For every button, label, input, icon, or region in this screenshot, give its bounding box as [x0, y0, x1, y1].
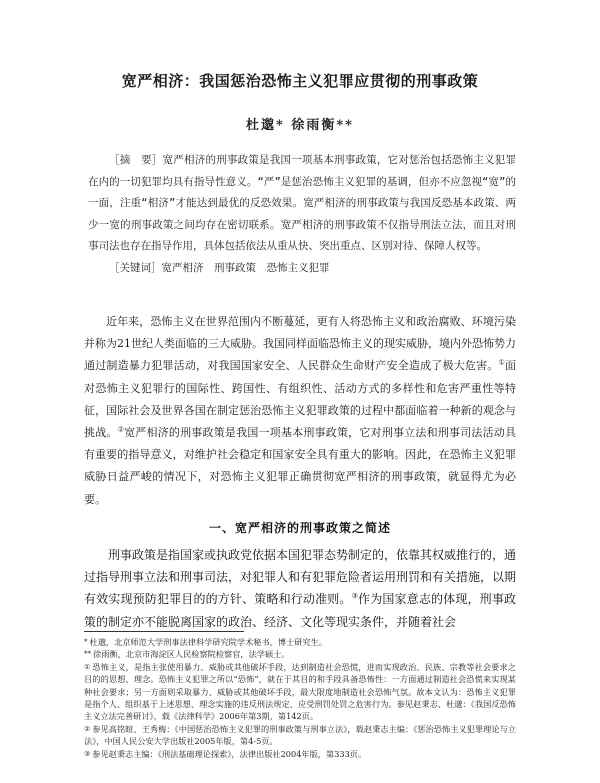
keywords-text: 宽严相济 刑事政策 恐怖主义犯罪	[161, 261, 330, 274]
footnote-text: 参见赵秉志主编：《刑法基础理论探索》，法律出版社2004年版，第333页。	[92, 748, 367, 759]
footnote-item	[84, 636, 516, 648]
footnote-item	[84, 748, 516, 760]
footnote-ref-1[interactable]: ①	[498, 358, 505, 367]
footnote-item	[84, 648, 516, 660]
abstract-block	[88, 150, 516, 279]
section-1-heading: 一、宽严相济的刑事政策之简述	[208, 521, 391, 535]
intro-text-b: 面对恐怖主义犯罪行的国际性、跨国性、有组织性、活动方式的多样性和危害严重性等特征，国际社会及世界各国在制定惩治恐怖主义犯罪政策的过程中都面临着一种新的观念与挑战。	[84, 359, 516, 440]
keywords-paragraph	[88, 258, 516, 280]
paper-authors: 杜邈* 徐雨衡**	[246, 118, 354, 133]
section-1-text-b: 作为国家意志的体现，刑事政策的制定亦不能脱离国家的政治、经济、文化等现实条件，并随着社会	[84, 592, 516, 629]
footnote-mark: *	[84, 638, 88, 646]
footnote-text: 参见高铭暄、王秀梅：《中国惩治恐怖主义犯罪的刑事政策与刑事立法》，载赵秉志主编：《惩治恐怖主义犯罪理论与立法》，中国人民公安大学出版社2005年版，第4-5页。	[84, 723, 517, 747]
footnote-mark: ①	[84, 662, 91, 671]
intro-block	[84, 311, 516, 511]
footnote-item	[84, 661, 516, 723]
section-1-block	[84, 544, 516, 633]
footnote-ref-3[interactable]: ③	[351, 592, 359, 601]
intro-paragraph	[84, 311, 516, 511]
keywords-label: ［关键词］	[109, 261, 162, 274]
footnote-mark: **	[84, 650, 91, 659]
abstract-paragraph	[88, 150, 516, 258]
intro-text-a: 近年来，恐怖主义在世界范围内不断蔓延，更有人将恐怖主义和政治腐败、环境污染并称为21世纪人类面临的三大威胁。我国同样面临恐怖主义的现实威胁，境内外恐怖势力通过制造暴力犯罪活动，对我国国家安全、人民群众生命财产安全造成了极大危害。	[84, 315, 516, 373]
footnote-text: 杜邈，北京师范大学刑事法律科学研究院学术秘书，博士研究生。	[89, 637, 327, 647]
footnote-ref-2[interactable]: ②	[117, 425, 125, 434]
footnote-text: 恐怖主义，是指主张使用暴力、威胁或其他破坏手段，达到制造社会恐慌，进而实现政治、民族、宗教等社会要求之目的的思想、理念。恐怖主义犯罪之所以“恐怖”，就在于其目的和手段具备恐怖性：一方面通过制造社会恐慌来实现某种社会要求；另一方面则采取暴力、威胁或其他破坏手段，最大限度地制造社会恐怖气氛。故本文认为：恐怖主义犯罪是指个人、组织基于上述思想、理念实施的违反刑法规定、应受刑罚处罚之危害行为。参见赵秉志、杜邈：《我国反恐怖主义立法完善研讨》，载《法律科学》2006年第3期，第142页。	[84, 661, 516, 722]
footnote-item	[84, 723, 516, 748]
footnote-mark: ②	[84, 724, 91, 733]
footnotes-block	[84, 636, 516, 760]
footnote-text: 徐雨衡，北京市海淀区人民检察院检察官，法学硕士。	[93, 649, 290, 660]
section-1-paragraph	[84, 544, 516, 633]
footnote-divider	[84, 631, 244, 632]
abstract-text: 宽严相济的刑事政策是我国一项基本刑事政策，它对惩治包括恐怖主义犯罪在内的一切犯罪均具有指导性意义。“严”是惩治恐怖主义犯罪的基调，但亦不应忽视“宽”的一面，注重“相济”才能达到最优的反恐效果。宽严相济的刑事政策与我国反恐基本政策、两少一宽的刑事政策之间均存在密切联系。宽严相济的刑事政策不仅指导刑法立法，而且对刑事司法也存在指导作用，具体包括依法从重从快、突出重点、区别对待、保障人权等。	[88, 154, 517, 252]
intro-text-c: 宽严相济的刑事政策是我国一项基本刑事政策，它对刑事立法和刑事司法活动具有重要的指导意义，对维护社会稳定和国家安全具有重大的影响。因此，在恐怖主义犯罪威胁日益严峻的情况下，对恐怖主义犯罪正确贯彻宽严相济的刑事政策，就显得尤为必要。	[84, 426, 516, 506]
section-1-text-a: 刑事政策是指国家或执政党依据本国犯罪态势制定的，依靠其权威推行的，通过指导刑事立法和刑事司法，对犯罪人和有犯罪危险者运用刑罚和有关措施，以期有效实现预防犯罪目的的方针、策略和行动准则。	[84, 548, 517, 607]
abstract-label: ［摘 要］	[109, 154, 163, 166]
footnote-mark: ③	[84, 749, 91, 758]
paper-title: 宽严相济：我国惩治恐怖主义犯罪应贯彻的刑事政策	[121, 72, 479, 90]
